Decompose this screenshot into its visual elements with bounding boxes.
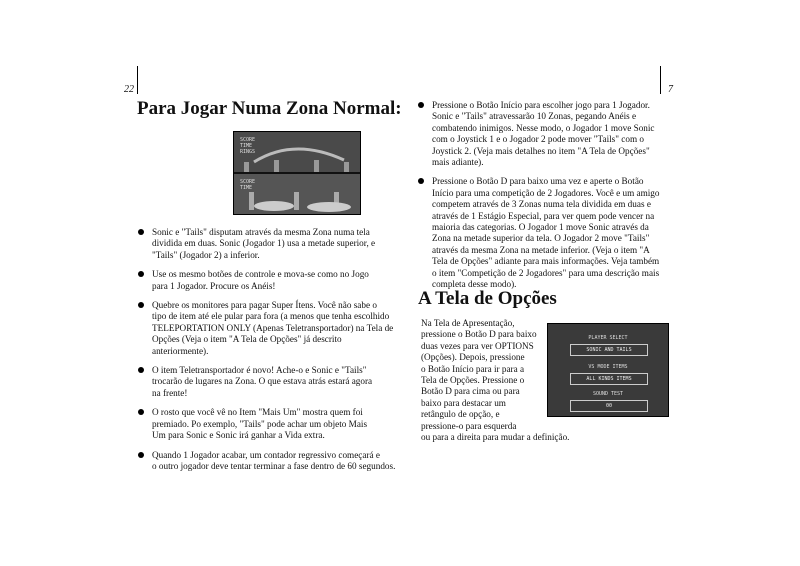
svg-text:RINGS: RINGS — [240, 149, 256, 155]
bullet-icon — [138, 302, 144, 308]
right-bullet-list — [432, 100, 672, 291]
options-row-player-select: PLAYER SELECT — [588, 335, 628, 341]
left-heading: Para Jogar Numa Zona Normal: — [137, 98, 402, 119]
list-item: Quebre os monitores para pagar Super Ítens. Você não sabe o tipo de item até ele pular para fora (a menos que tenha escolhido TELEPORTATION ONLY (Apenas Teletransportador) na Tela de Opções (Veja o item "A Tela de Opções" já descrito anteriormente). — [152, 300, 402, 357]
split-screen-gameplay-icon — [234, 132, 360, 214]
options-row-sound-test-value: 00 — [570, 400, 648, 412]
left-page-rule — [137, 66, 138, 94]
list-item: Pressione o Botão Início para escolher jogo para 1 Jogador. Sonic e "Tails" atravessarão 10 Zonas, pegando Anéis e combatendo inimigos. Nesse modo, o Jogador 1 move Sonic com o Joystick 1 e o Jogador 2 pode mover "Tails" com o Joystick 2. (Veja mais detalhes no item "A Tela de Opções" mais adiante). — [432, 100, 672, 168]
options-row-sound-test: SOUND TEST — [592, 391, 624, 397]
options-row-vs-items: VS MODE ITEMS — [588, 364, 628, 370]
svg-text:SCORE: SCORE — [240, 179, 256, 185]
bullet-icon — [138, 367, 144, 373]
split-screen-gameplay-screenshot — [233, 131, 361, 215]
bullet-icon — [418, 102, 424, 108]
bullet-icon — [138, 409, 144, 415]
bullet-icon — [418, 178, 424, 184]
bullet-icon — [138, 271, 144, 277]
bullet-icon — [138, 452, 144, 458]
list-item: O rosto que você vê no Item "Mais Um" mostra quem foi premiado. Po exemplo, "Tails" pode achar um objeto Mais Um para Sonic e Sonic irá ganhar a Vida extra. — [152, 407, 402, 441]
bullet-icon — [138, 229, 144, 235]
left-page-number: 22 — [124, 84, 134, 95]
list-item: Quando 1 Jogador acabar, um contador regressivo começará e o outro jogador deve tentar terminar a fase dentro de 60 segundos. — [152, 450, 402, 473]
options-row-player-select-value: SONIC AND TAILS — [570, 344, 648, 356]
list-item: Use os mesmo botões de controle e mova-se como no Jogo para 1 Jogador. Procure os Anéis! — [152, 269, 402, 292]
options-heading: A Tela de Opções — [418, 288, 557, 309]
svg-text:TIME: TIME — [240, 185, 253, 191]
svg-text:SCORE: SCORE — [240, 137, 256, 143]
svg-text:TIME: TIME — [240, 143, 253, 149]
list-item: O item Teletransportador é novo! Ache-o e Sonic e "Tails" trocarão de lugares na Zona. O que estava atrás estará agora na frente! — [152, 365, 402, 399]
list-item: Sonic e "Tails" disputam através da mesma Zona numa tela dividida em duas. Sonic (Jogador 1) usa a metade superior, e "Tails" (Jogador 2) a inferior. — [152, 227, 402, 261]
right-page-number: 7 — [668, 84, 673, 95]
left-bullet-list — [152, 227, 402, 472]
options-screen-screenshot — [547, 323, 669, 417]
list-item: Pressione o Botão D para baixo uma vez e aperte o Botão Início para uma competição de 2 Jogadores. Você e um amigo competem através de 3 Zonas numa tela dividida em duas e através de 1 Estágio Especial, para ver quem pode vencer na maioria das categorias. O Jogador 1 move Sonic através da Zona na metade superior da tela. O Jogador 2 move "Tails" através da mesma Zona na metade inferior. (Veja o item "A Tela de Opções" adiante para mais informações. Veja também o item "Competição de 2 Jogadores" para uma descrição mais completa desse modo). — [432, 176, 672, 290]
options-row-vs-items-value: ALL KINDS ITEMS — [570, 373, 648, 385]
options-paragraph: Na Tela de Apresentação, pressione o Botão D para baixo duas vezes para ver OPTIONS (Opções). Depois, pressione o Botão Início para ir para a Tela de Opções. Pressione o Botão D para cima ou para baixo para destacar um retângulo de opção, e pressione-o para esquerda ou para a direita para mudar a definição. — [421, 318, 570, 443]
right-page-rule — [660, 66, 661, 94]
